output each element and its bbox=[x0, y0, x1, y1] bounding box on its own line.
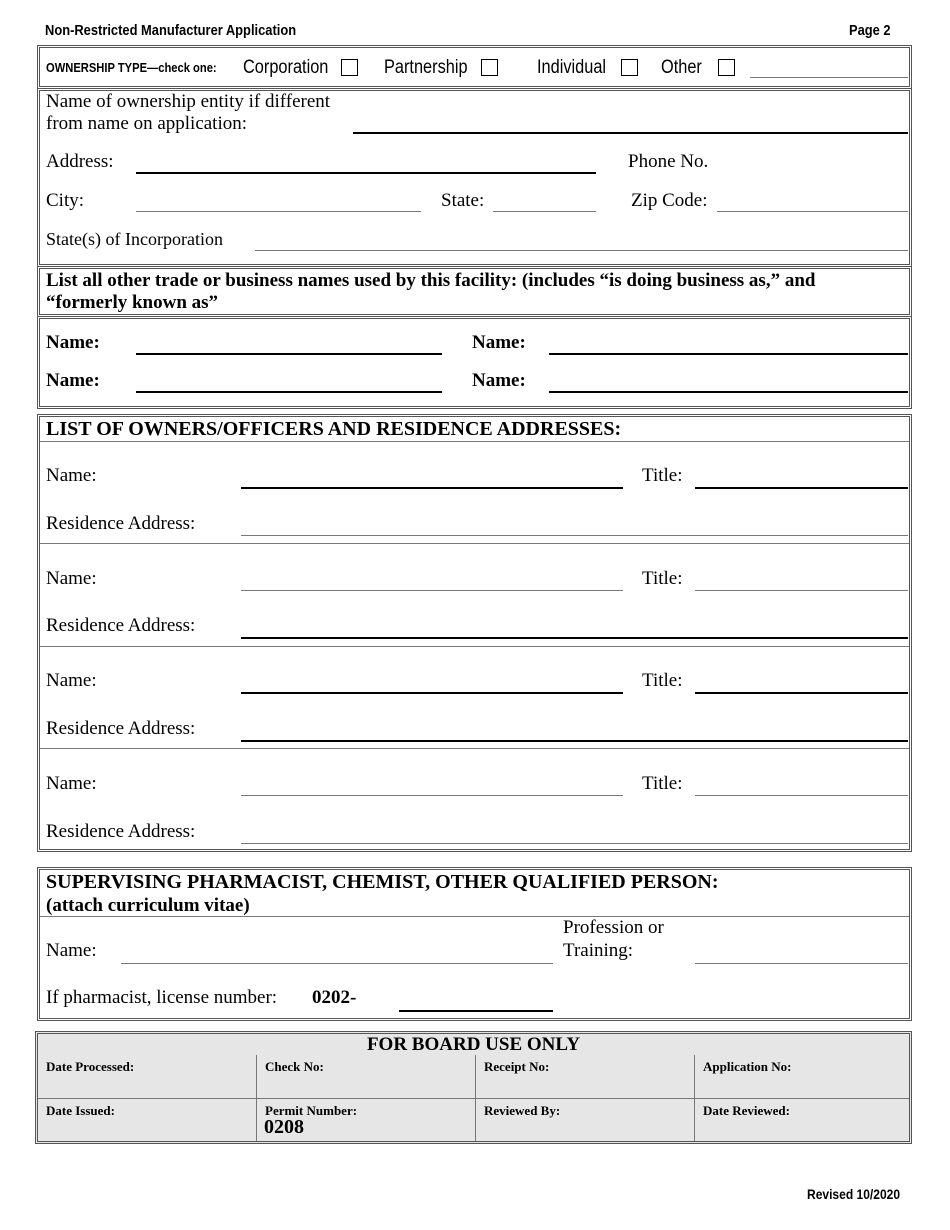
owner-2-title-label: Title: bbox=[642, 568, 683, 589]
entity-name-field[interactable] bbox=[353, 132, 908, 134]
zip-field[interactable] bbox=[717, 211, 908, 212]
check-no-label: Check No: bbox=[265, 1059, 324, 1074]
permit-number-label: Permit Number: bbox=[265, 1103, 358, 1118]
owner-1-title-label: Title: bbox=[642, 465, 683, 486]
reviewed-by-cell[interactable] bbox=[476, 1099, 695, 1141]
supervisor-heading-divider bbox=[40, 916, 909, 917]
date-reviewed-label: Date Reviewed: bbox=[703, 1103, 790, 1118]
application-no-label: Application No: bbox=[703, 1059, 792, 1074]
address-label: Address: bbox=[46, 151, 114, 172]
partnership-checkbox[interactable] bbox=[481, 59, 498, 76]
owner-2-residence-label: Residence Address: bbox=[46, 615, 196, 636]
owner-4-residence-field[interactable] bbox=[241, 843, 908, 844]
trade-name-field-2[interactable] bbox=[549, 353, 908, 355]
permit-number-prefix: 0208 bbox=[264, 1116, 304, 1138]
trade-name-label-2: Name: bbox=[472, 332, 526, 353]
supervisor-heading-1: SUPERVISING PHARMACIST, CHEMIST, OTHER QUALIFIED PERSON: bbox=[46, 871, 719, 893]
incorporation-field[interactable] bbox=[255, 250, 908, 251]
owner-2-residence-field[interactable] bbox=[241, 637, 908, 639]
profession-field[interactable] bbox=[695, 963, 908, 964]
option-individual-label: Individual bbox=[537, 57, 607, 78]
owner-4-name-field[interactable] bbox=[241, 795, 623, 796]
ownership-type-label: OWNERSHIP TYPE—check one: bbox=[46, 60, 217, 75]
owner-divider-3 bbox=[40, 748, 909, 749]
owner-1-name-field[interactable] bbox=[241, 487, 623, 489]
receipt-no-label: Receipt No: bbox=[484, 1059, 550, 1074]
owner-3-title-label: Title: bbox=[642, 670, 683, 691]
owner-3-name-label: Name: bbox=[46, 670, 97, 691]
license-label: If pharmacist, license number: bbox=[46, 987, 278, 1008]
owner-4-residence-label: Residence Address: bbox=[46, 821, 196, 842]
owner-2-name-label: Name: bbox=[46, 568, 97, 589]
trade-names-section bbox=[37, 316, 912, 409]
owner-1-residence-label: Residence Address: bbox=[46, 513, 196, 534]
phone-label: Phone No. bbox=[628, 151, 709, 172]
option-corporation-label: Corporation bbox=[243, 57, 329, 78]
owner-3-residence-label: Residence Address: bbox=[46, 718, 196, 739]
owner-3-residence-field[interactable] bbox=[241, 740, 908, 742]
zip-label: Zip Code: bbox=[631, 190, 708, 211]
trade-name-field-4[interactable] bbox=[549, 391, 908, 393]
date-processed-cell[interactable] bbox=[38, 1055, 257, 1099]
owner-divider-1 bbox=[40, 543, 909, 544]
owners-heading-divider bbox=[40, 441, 909, 442]
other-checkbox[interactable] bbox=[718, 59, 735, 76]
owner-1-name-label: Name: bbox=[46, 465, 97, 486]
owner-2-name-field[interactable] bbox=[241, 590, 623, 591]
page-number: Page 2 bbox=[849, 22, 891, 39]
trade-names-heading-1: List all other trade or business names used by this facility: (includes “is doing business as,” and bbox=[46, 270, 816, 291]
state-field[interactable] bbox=[493, 211, 596, 212]
permit-number-cell[interactable] bbox=[257, 1099, 476, 1141]
trade-name-label-4: Name: bbox=[472, 370, 526, 391]
profession-label-2: Training: bbox=[563, 940, 634, 961]
owner-divider-2 bbox=[40, 646, 909, 647]
reviewed-by-label: Reviewed By: bbox=[484, 1103, 561, 1118]
date-issued-label: Date Issued: bbox=[46, 1103, 115, 1118]
trade-name-field-3[interactable] bbox=[136, 391, 442, 393]
profession-label-1: Profession or bbox=[563, 917, 664, 938]
entity-name-label-2: from name on application: bbox=[46, 113, 248, 134]
option-partnership-label: Partnership bbox=[384, 57, 468, 78]
board-heading: FOR BOARD USE ONLY bbox=[366, 1034, 581, 1055]
license-prefix: 0202- bbox=[312, 987, 357, 1008]
owners-heading: LIST OF OWNERS/OFFICERS AND RESIDENCE ADDRESSES: bbox=[46, 418, 622, 440]
date-processed-label: Date Processed: bbox=[46, 1059, 135, 1074]
city-field[interactable] bbox=[136, 211, 421, 212]
owner-4-title-label: Title: bbox=[642, 773, 683, 794]
license-number-field[interactable] bbox=[399, 1010, 553, 1012]
address-field[interactable] bbox=[136, 172, 596, 174]
supervisor-name-field[interactable] bbox=[121, 963, 553, 964]
date-issued-cell[interactable] bbox=[38, 1099, 257, 1141]
supervisor-name-label: Name: bbox=[46, 940, 97, 961]
owner-2-title-field[interactable] bbox=[695, 590, 908, 591]
entity-name-label-1: Name of ownership entity if different bbox=[46, 91, 331, 112]
incorporation-label: State(s) of Incorporation bbox=[46, 229, 223, 249]
owner-1-residence-field[interactable] bbox=[241, 535, 908, 536]
option-other-label: Other bbox=[661, 57, 702, 78]
check-no-cell[interactable] bbox=[257, 1055, 476, 1099]
owner-1-title-field[interactable] bbox=[695, 487, 908, 489]
owner-4-title-field[interactable] bbox=[695, 795, 908, 796]
trade-name-label-3: Name: bbox=[46, 370, 100, 391]
corporation-checkbox[interactable] bbox=[341, 59, 358, 76]
trade-names-heading-2: “formerly known as” bbox=[46, 292, 219, 313]
date-reviewed-cell[interactable] bbox=[695, 1099, 909, 1141]
individual-checkbox[interactable] bbox=[621, 59, 638, 76]
owner-3-name-field[interactable] bbox=[241, 692, 623, 694]
revised-date: Revised 10/2020 bbox=[807, 1186, 901, 1202]
city-label: City: bbox=[46, 190, 85, 211]
trade-name-label-1: Name: bbox=[46, 332, 100, 353]
other-specify-field[interactable] bbox=[750, 77, 908, 78]
supervisor-heading-2: (attach curriculum vitae) bbox=[46, 895, 250, 916]
application-no-cell[interactable] bbox=[695, 1055, 909, 1099]
owner-4-name-label: Name: bbox=[46, 773, 97, 794]
trade-name-field-1[interactable] bbox=[136, 353, 442, 355]
state-label: State: bbox=[441, 190, 485, 211]
form-title: Non-Restricted Manufacturer Application bbox=[45, 22, 297, 39]
owner-3-title-field[interactable] bbox=[695, 692, 908, 694]
receipt-no-cell[interactable] bbox=[476, 1055, 695, 1099]
